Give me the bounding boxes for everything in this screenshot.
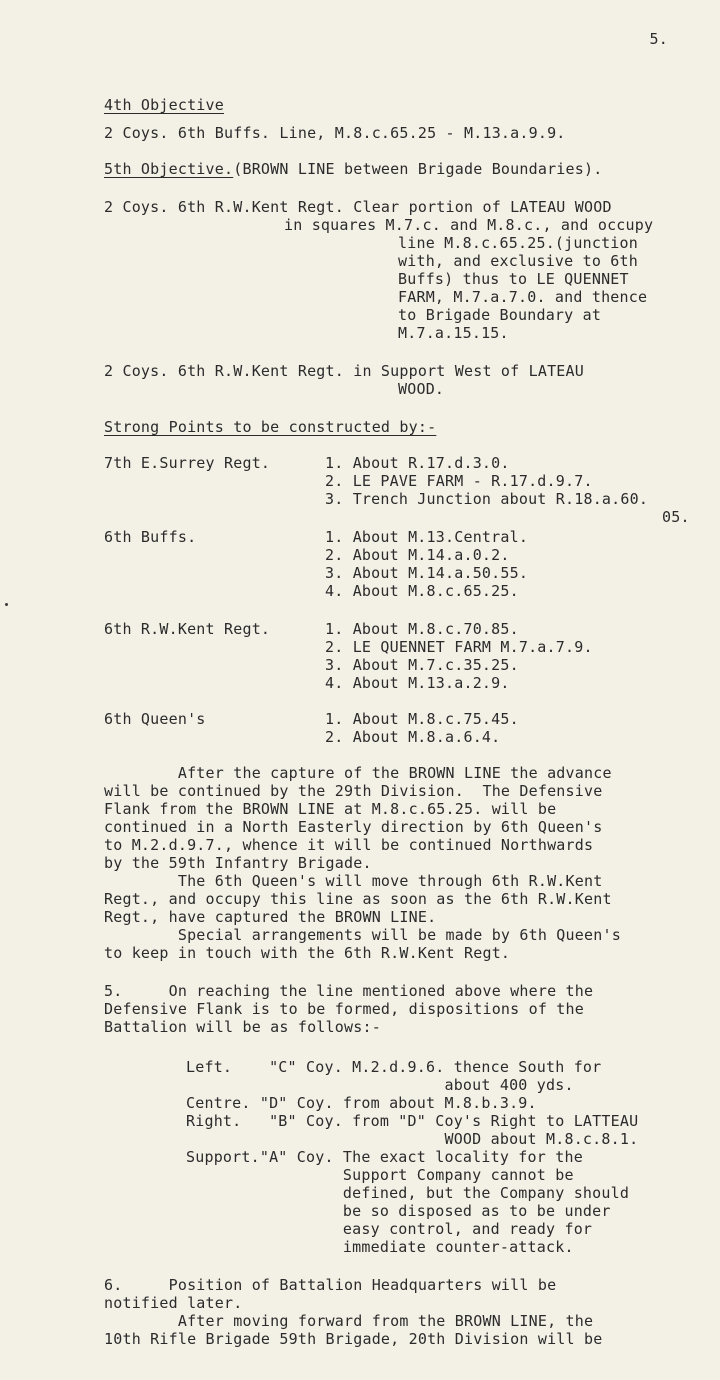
strong-point-item: 4. About M.13.a.2.9.	[325, 674, 510, 692]
strong-point-item: 4. About M.8.c.65.25.	[325, 582, 519, 600]
paragraph-line: to M.2.d.9.7., whence it will be continued Northwards	[104, 836, 594, 854]
paragraph-6-line: 6. Position of Battalion Headquarters will be	[104, 1276, 557, 1294]
objective-5-heading: 5th Objective.	[104, 160, 234, 178]
disposition-line: Right. "B" Coy. from "D" Coy's Right to LATTEAU	[186, 1112, 639, 1130]
objective-5-heading-rest: (BROWN LINE between Brigade Boundaries).	[233, 160, 603, 178]
paragraph-5-line: 5. On reaching the line mentioned above where the	[104, 982, 594, 1000]
paragraph-line: After the capture of the BROWN LINE the advance	[104, 764, 612, 782]
disposition-line: easy control, and ready for	[186, 1220, 593, 1238]
paragraph-5-line: Defensive Flank is to be formed, dispositions of the	[104, 1000, 584, 1018]
disposition-line: defined, but the Company should	[186, 1184, 630, 1202]
paragraph-line: Regt., and occupy this line as soon as the 6th R.W.Kent	[104, 890, 612, 908]
strong-point-item: 3. Trench Junction about R.18.a.60.	[325, 490, 649, 508]
objective-5-heading-row	[104, 160, 602, 178]
objective-5-line-8: M.7.a.15.15.	[398, 324, 509, 342]
objective-4-heading: 4th Objective	[104, 96, 224, 114]
strong-point-item: 1. About R.17.d.3.0.	[325, 454, 510, 472]
strong-point-item: 2. LE PAVE FARM - R.17.d.9.7.	[325, 472, 593, 490]
support-line-2: WOOD.	[398, 380, 445, 398]
strong-point-item: 2. LE QUENNET FARM M.7.a.7.9.	[325, 638, 593, 656]
paragraph-6-line: notified later.	[104, 1294, 243, 1312]
disposition-line: WOOD about M.8.c.8.1.	[186, 1130, 639, 1148]
paragraph-5-line: Battalion will be as follows:-	[104, 1018, 381, 1036]
paragraph-6-line: After moving forward from the BROWN LINE, the	[104, 1312, 594, 1330]
disposition-line: Support."A" Coy. The exact locality for the	[186, 1148, 583, 1166]
page-number: 5.	[649, 30, 668, 48]
unit-label: 7th E.Surrey Regt.	[104, 454, 271, 472]
strong-point-item: 3. About M.7.c.35.25.	[325, 656, 519, 674]
strong-points-heading: Strong Points to be constructed by:-	[104, 418, 437, 436]
disposition-line: about 400 yds.	[186, 1076, 574, 1094]
objective-4-line: 2 Coys. 6th Buffs. Line, M.8.c.65.25 - M.13.a.9.9.	[104, 124, 566, 142]
disposition-line: be so disposed as to be under	[186, 1202, 611, 1220]
strong-point-item: 1. About M.13.Central.	[325, 528, 529, 546]
disposition-line: immediate counter-attack.	[186, 1238, 574, 1256]
unit-label: 6th Queen's	[104, 710, 206, 728]
paragraph-line: to keep in touch with the 6th R.W.Kent Regt.	[104, 944, 511, 962]
strong-point-item: 3. About M.14.a.50.55.	[325, 564, 529, 582]
paper-speck	[5, 603, 8, 606]
objective-5-line-7: to Brigade Boundary at	[398, 306, 602, 324]
paragraph-line: Flank from the BROWN LINE at M.8.c.65.25. will be	[104, 800, 557, 818]
paragraph-line: The 6th Queen's will move through 6th R.W.Kent	[104, 872, 603, 890]
disposition-line: Support Company cannot be	[186, 1166, 574, 1184]
strong-point-item: 2. About M.8.a.6.4.	[325, 728, 501, 746]
paragraph-line: Regt., have captured the BROWN LINE.	[104, 908, 437, 926]
paragraph-line: continued in a North Easterly direction by 6th Queen's	[104, 818, 603, 836]
paragraph-line: will be continued by the 29th Division. The Defensive	[104, 782, 603, 800]
objective-5-line-3: line M.8.c.65.25.(junction	[398, 234, 638, 252]
unit-label: 6th Buffs.	[104, 528, 197, 546]
paragraph-line: Special arrangements will be made by 6th Queen's	[104, 926, 621, 944]
disposition-line: Left. "C" Coy. M.2.d.9.6. thence South for	[186, 1058, 602, 1076]
objective-5-line-1: 2 Coys. 6th R.W.Kent Regt. Clear portion of LATEAU WOOD	[104, 198, 612, 216]
objective-5-line-2: in squares M.7.c. and M.8.c., and occupy	[284, 216, 654, 234]
strong-point-item: 1. About M.8.c.70.85.	[325, 620, 519, 638]
unit-label: 6th R.W.Kent Regt.	[104, 620, 271, 638]
disposition-line: Centre. "D" Coy. from about M.8.b.3.9.	[186, 1094, 537, 1112]
objective-5-line-4: with, and exclusive to 6th	[398, 252, 638, 270]
paragraph-line: by the 59th Infantry Brigade.	[104, 854, 372, 872]
strong-point-item-continuation: 05.	[662, 508, 690, 526]
objective-5-line-6: FARM, M.7.a.7.0. and thence	[398, 288, 648, 306]
strong-point-item: 2. About M.14.a.0.2.	[325, 546, 510, 564]
paragraph-6-line: 10th Rifle Brigade 59th Brigade, 20th Division will be	[104, 1330, 603, 1348]
objective-5-line-5: Buffs) thus to LE QUENNET	[398, 270, 629, 288]
strong-point-item: 1. About M.8.c.75.45.	[325, 710, 519, 728]
support-line-1: 2 Coys. 6th R.W.Kent Regt. in Support West of LATEAU	[104, 362, 584, 380]
